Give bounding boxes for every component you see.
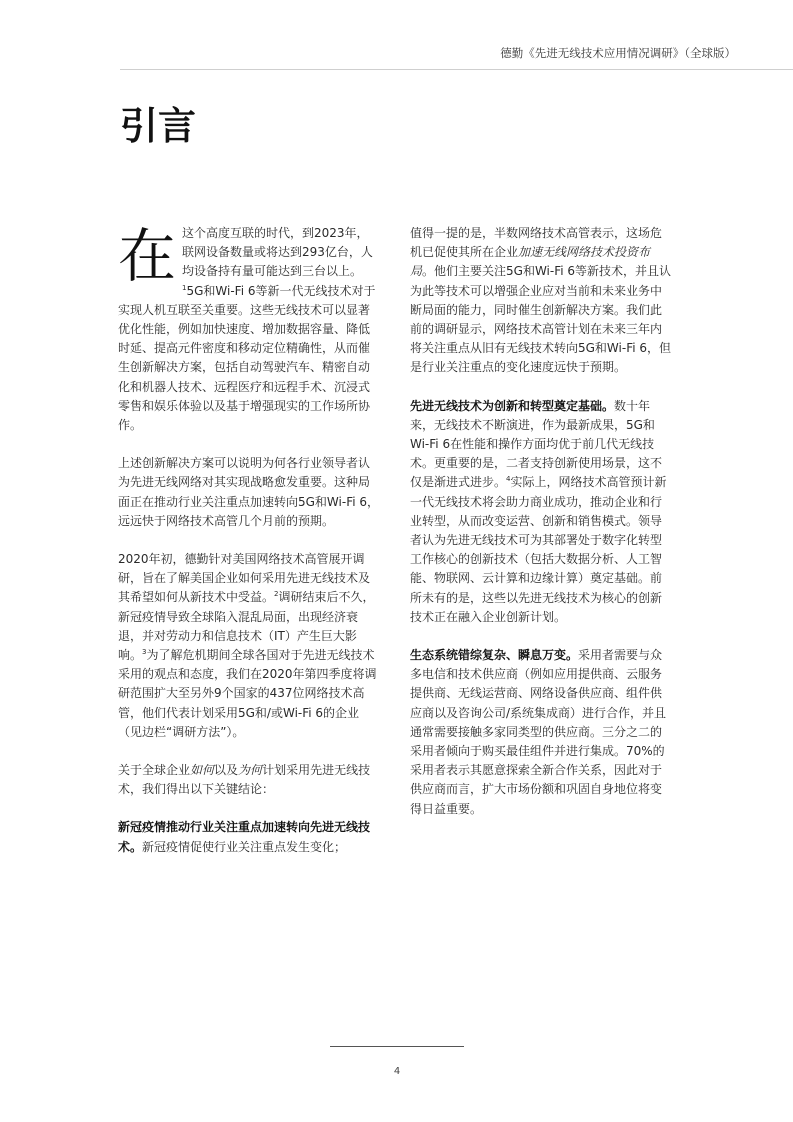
finding-heading: 生态系统错综复杂、瞬息万变。 [410,648,579,663]
paragraph-text: 为了解危机期间全球各国对于先进无线技术采用的观点和态度，我们在2020年第四季度将调研范围扩大至另外9个国家的437位网络技术高管，他们代表计划采用5G和/或Wi-Fi 6的企业（见边栏“调研方法”）。 [118,648,377,739]
footnote-ref: 3 [142,648,147,657]
intro-text-continued: 5G和Wi-Fi 6等新一代无线技术对于实现人机互联至关重要。这些无线技术可以显著优化性能，例如加快速度、增加数据容量、降低时延、提高元件密度和移动定位精确性，从而催生创新解决方案，包括自动驾驶汽车、精密自动化和机器人技术、远程医疗和远程手术、沉浸式零售和娱乐体验以及基于增强现实的工作场所协作。 [118,283,376,433]
emphasis: 为何 [238,763,263,778]
footnote-ref: 1 [182,283,187,292]
paragraph-text: 计划采用先进无线技术，我们得出以下关键结论： [118,763,371,797]
running-header: 德勤《先进无线技术应用情况调研》（全球版） [500,46,736,60]
paragraph-text: 数十年来，无线技术不断演进，作为最新成果，5G和Wi-Fi 6在性能和操作方面均优于前几代无线技术。更重要的是，二者支持创新使用场景，这不仅是渐进式进步。 [410,398,663,490]
paragraph-text: 。他们主要关注5G和Wi-Fi 6等新技术，并且认为此等技术可以增强企业应对当前和未来业务中断局面的能力，同时催生创新解决方案。我们此前的调研显示，网络技术高管计划在未来三年内将关注重点从旧有无线技术转向5G和Wi-Fi 6，但是行业关注重点的变化速度远快于预期。 [410,264,672,375]
left-column [118,224,380,857]
paragraph [118,761,380,799]
finding-paragraph [410,397,672,627]
paragraph [410,224,672,378]
paragraph-text: 关于全球企业 [118,763,191,778]
paragraph-text: 以及 [214,763,239,778]
emphasis: 如何 [190,763,215,778]
intro-text: 这个高度互联的时代，到2023年，联网设备数量或将达到293亿台，人均设备持有量可能达到三台以上。 [182,226,373,279]
paragraph-text: 实际上，网络技术高管预计新一代无线技术将会助力商业成功，推动企业和行业转型，从而改变运营、创新和销售模式。领导者认为先进无线技术可为其部署处于数字化转型工作核心的创新技术（包括大数据分析、人工智能、物联网、云计算和边缘计算）奠定基础。前所未有的是，这些以先进无线技术为核心的创新技术正在融入企业创新计划。 [410,475,667,624]
footnote-ref: 2 [274,590,279,599]
finding-paragraph [410,646,672,819]
paragraph-text: 值得一提的是，半数网络技术高管表示，这场危机已促使其所在企业 [410,226,663,260]
paragraph-text: 采用者需要与众多电信和技术供应商（例如应用提供商、云服务提供商、无线运营商、网络设备供应商、组件供应商以及咨询公司/系统集成商）进行合作，并且通常需要接触多家同类型的供应商。三分之二的采用者倾向于购买最佳组件并进行集成。70%的采用者表示其愿意探索全新合作关系，因此对于供应商而言，扩大市场份额和巩固自身地位将变得日益重要。 [410,648,667,816]
paragraph-text: 2020年初，德勤针对美国网络技术高管展开调研，旨在了解美国企业如何采用先进无线技术及其希望如何从新技术中受益。 [118,552,371,605]
paragraph-text: 调研结束后不久，新冠疫情导致全球陷入混乱局面，出现经济衰退，并对劳动力和信息技术（IT）产生巨大影响。 [118,590,375,663]
paragraph: 上述创新解决方案可以说明为何各行业领导者认为先进无线网络对其实现战略愈发重要。这种局面正在推动行业关注重点加速转向5G和Wi-Fi 6，远远快于网络技术高管几个月前的预期。 [118,456,380,528]
finding-heading: 新冠疫情推动行业关注重点加速转向先进无线技术。 [118,820,371,854]
finding-heading: 先进无线技术为创新和转型奠定基础。 [410,398,615,413]
page-number: 4 [393,1066,401,1077]
dropcap: 在 [118,222,177,290]
page-title: 引言 [120,104,197,148]
paragraph-text: 新冠疫情促使行业关注重点发生变化； [142,839,347,854]
paragraph [118,550,380,742]
intro-paragraph [118,224,380,435]
footer-rule [330,1046,464,1047]
header-rule [120,69,793,70]
footnote-ref: 4 [506,475,511,484]
emphasis: 加速无线网络技术投资布局 [410,245,651,279]
right-column [410,224,672,819]
finding-paragraph [118,818,380,856]
